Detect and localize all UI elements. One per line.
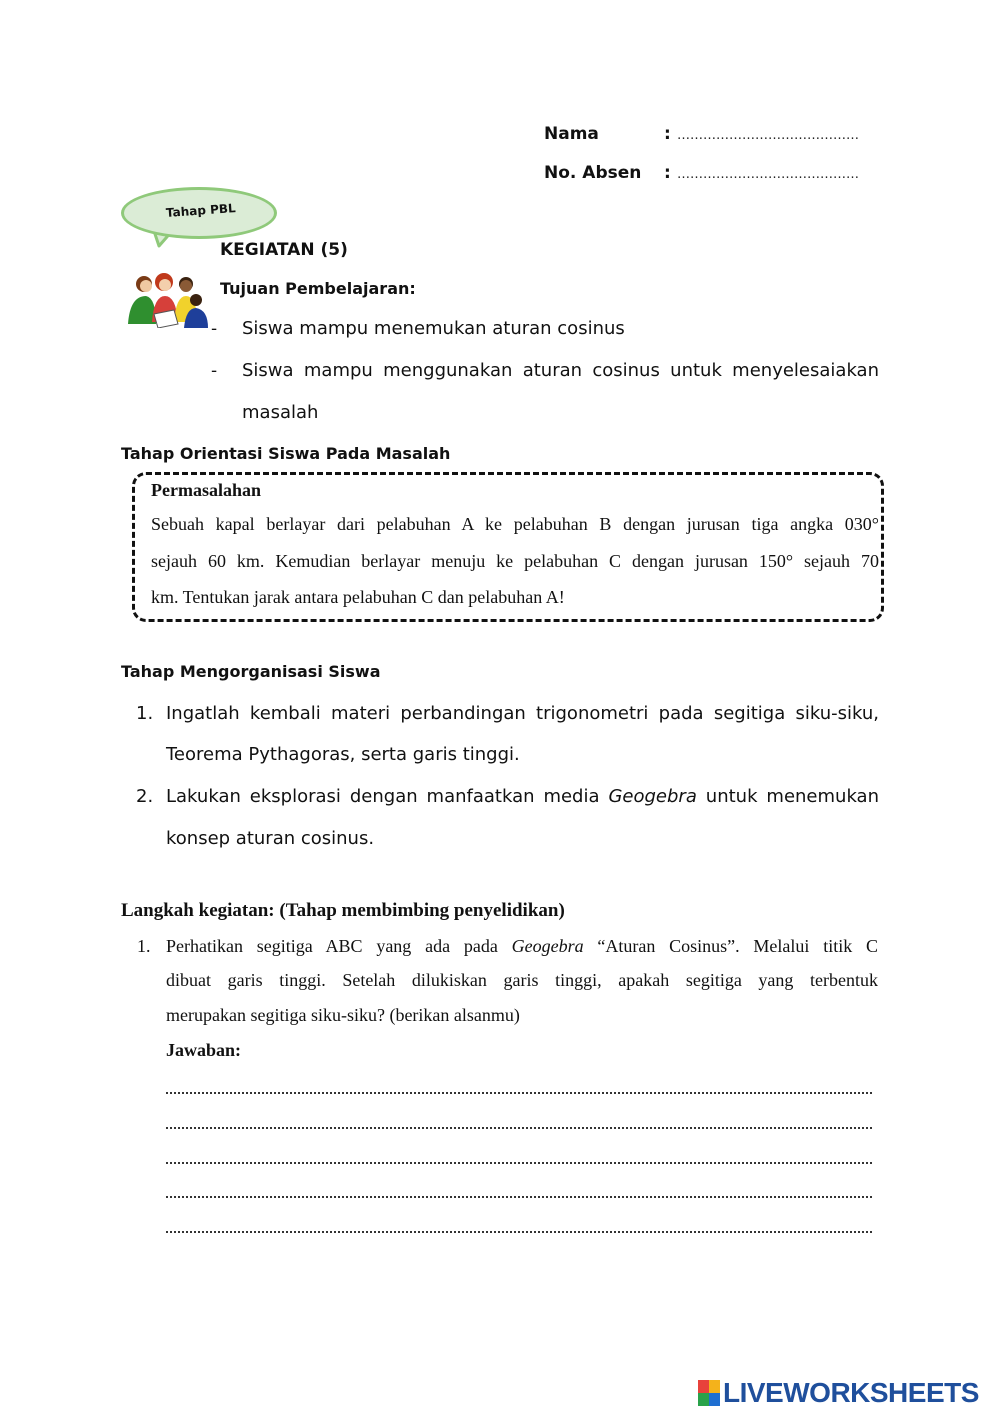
goals-title: Tujuan Pembelajaran: xyxy=(220,279,416,298)
problem-title: Permasalahan xyxy=(151,480,261,500)
absen-blank[interactable]: …………………………………… xyxy=(677,167,859,182)
step-1-line3: merupakan segitiga siku-siku? (berikan alsanmu) xyxy=(166,1005,520,1025)
liveworksheets-mark-icon xyxy=(698,1380,720,1406)
goal-2-cont: masalah xyxy=(242,402,319,423)
absen-label: No. Absen xyxy=(544,163,642,183)
answer-line-1[interactable] xyxy=(166,1090,872,1094)
organize-item-2-line1: Lakukan eksplorasi dengan manfaatkan media Geogebra untuk menemukan xyxy=(166,786,879,807)
students-group-icon xyxy=(124,266,208,328)
goal-1: Siswa mampu menemukan aturan cosinus xyxy=(242,318,625,339)
organize-heading: Tahap Mengorganisasi Siswa xyxy=(121,662,381,681)
goal-1-dash: - xyxy=(211,319,218,339)
goal-2: Siswa mampu menggunakan aturan cosinus untuk menyelesaiakan xyxy=(242,360,879,381)
activity-title: KEGIATAN (5) xyxy=(220,240,348,260)
geogebra-italic: Geogebra xyxy=(608,786,697,807)
bubble-label: Tahap PBL xyxy=(165,201,237,220)
step-1-line2: dibuat garis tinggi. Setelah dilukiskan garis tinggi, apakah segitiga yang terbentuk xyxy=(166,970,878,990)
step-1-line1: Perhatikan segitiga ABC yang ada pada Geogebra “Aturan Cosinus”. Melalui titik C xyxy=(166,936,878,956)
answer-line-3[interactable] xyxy=(166,1160,872,1164)
answer-label: Jawaban: xyxy=(166,1040,242,1060)
liveworksheets-logo xyxy=(698,1375,979,1411)
organize-item-1-line2: Teorema Pythagoras, serta garis tinggi. xyxy=(166,744,520,765)
step-1-num: 1. xyxy=(137,936,151,956)
answer-line-2[interactable] xyxy=(166,1125,872,1129)
answer-line-5[interactable] xyxy=(166,1229,872,1233)
organize-item-2-num: 2. xyxy=(136,786,154,807)
liveworksheets-text: LIVEWORKSHEETS xyxy=(723,1377,979,1408)
nama-blank[interactable]: …………………………………… xyxy=(677,128,859,143)
problem-line-3: km. Tentukan jarak antara pelabuhan C dan pelabuhan A! xyxy=(151,587,565,607)
answer-line-4[interactable] xyxy=(166,1194,872,1198)
organize-item-1-num: 1. xyxy=(136,703,154,724)
problem-line-2: sejauh 60 km. Kemudian berlayar menuju ke pelabuhan C dengan jurusan 150° sejauh 70 xyxy=(151,551,879,571)
nama-label: Nama xyxy=(544,124,599,144)
orientation-heading: Tahap Orientasi Siswa Pada Masalah xyxy=(121,444,451,463)
absen-colon: : xyxy=(664,163,671,183)
organize-item-2-line2: konsep aturan cosinus. xyxy=(166,828,375,849)
geogebra-italic-2: Geogebra xyxy=(511,936,584,956)
goal-2-dash: - xyxy=(211,361,218,381)
organize-item-1-line1: Ingatlah kembali materi perbandingan trigonometri pada segitiga siku-siku, xyxy=(166,703,879,724)
steps-heading: Langkah kegiatan: (Tahap membimbing penyelidikan) xyxy=(121,900,565,921)
problem-line-1: Sebuah kapal berlayar dari pelabuhan A ke pelabuhan B dengan jurusan tiga angka 030° xyxy=(151,514,879,534)
nama-colon: : xyxy=(664,124,671,144)
